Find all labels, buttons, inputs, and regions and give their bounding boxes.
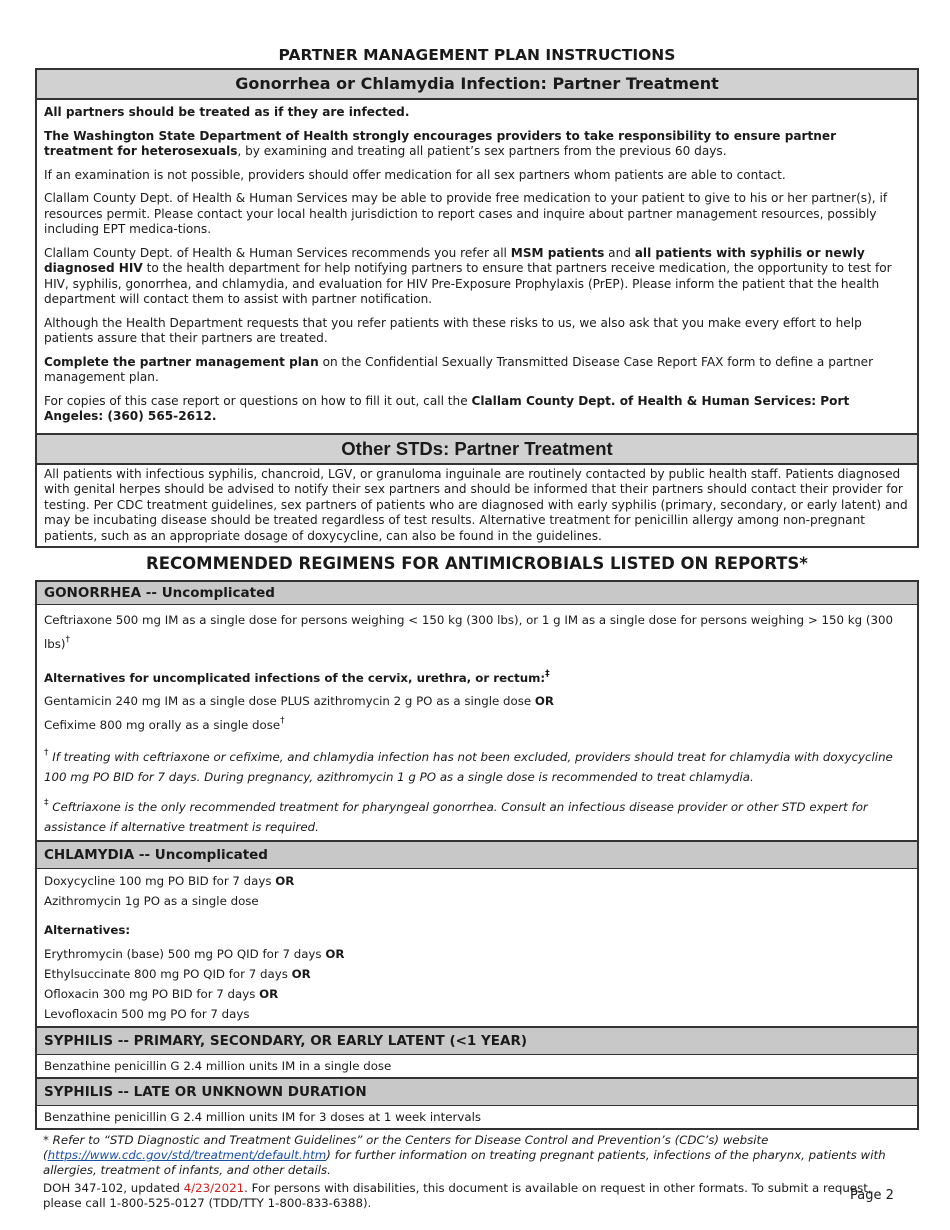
chlamydia-line-1: [44, 871, 910, 891]
footer-ref-b: ) for further information on treating pregnant patients, infections of the pharynx, patients with allergies, treatment of infants, and other details.: [43, 1148, 886, 1177]
gonorrhea-alt-heading-text: Alternatives for uncomplicated infections of the cervix, urethra, or rectum:: [44, 671, 546, 685]
chlamydia-body: [37, 869, 917, 1024]
regimens-table: [35, 580, 919, 1130]
or-label: OR: [534, 694, 554, 708]
gonorrhea-note-1: [44, 743, 910, 787]
footer: [35, 1130, 919, 1211]
gc-p7-bold: Complete the partner management plan: [44, 354, 319, 369]
chlamydia-alt-2: [44, 964, 910, 984]
gc-paragraph-6: Although the Health Department requests that you refer patients with these risks to us, we also ask that you make every effort to help patients assure that their partners are treated.: [44, 315, 862, 345]
chlamydia-alt-2-text: Ethylsuccinate 800 mg PO QID for 7 days: [44, 967, 288, 981]
gc-p8-a: For copies of this case report or questions on how to fill it out, call the: [44, 393, 472, 408]
gc-paragraph-5: [44, 246, 909, 308]
chlamydia-alt-3-text: Ofloxacin 300 mg PO BID for 7 days: [44, 987, 256, 1001]
footer-reference: [43, 1133, 911, 1178]
ddagger-mark: ‡: [545, 669, 550, 679]
gonorrhea-alt1: [44, 691, 910, 711]
chlamydia-alt-1: [44, 944, 910, 964]
syphilis-early-body: [37, 1055, 917, 1077]
footer-doh-date: 4/23/2021: [183, 1181, 245, 1195]
gc-p1-text: All partners should be treated as if they are infected.: [44, 105, 410, 119]
gonorrhea-body: [37, 605, 917, 840]
gc-p7-rest: on the Confidential Sexually Transmitted Disease Case Report FAX form to define a partner management plan.: [44, 354, 874, 384]
chlamydia-line-1-text: Doxycycline 100 mg PO BID for 7 days: [44, 874, 272, 888]
dagger-mark: †: [44, 748, 49, 758]
chlamydia-alt-1-text: Erythromycin (base) 500 mg PO QID for 7 days: [44, 947, 322, 961]
syphilis-early-heading: SYPHILIS -- PRIMARY, SECONDARY, OR EARLY LATENT (<1 YEAR): [37, 1026, 917, 1055]
syphilis-late-text: Benzathine penicillin G 2.4 million units IM for 3 doses at 1 week intervals: [44, 1110, 482, 1124]
chlamydia-alt-heading: Alternatives:: [44, 923, 131, 937]
regimens-title: RECOMMENDED REGIMENS FOR ANTIMICROBIALS LISTED ON REPORTS*: [146, 554, 808, 573]
footer-ref-a: * Refer to “STD Diagnostic and Treatment Guidelines” or the Centers for Disease Control and Prevention’s (CDC’s) website (: [43, 1133, 769, 1162]
gonorrhea-alt2: [44, 711, 910, 735]
gc-paragraph-7: [44, 355, 909, 386]
other-stds-text: All patients with infectious syphilis, chancroid, LGV, or granuloma inguinale are routinely contacted by public health staff. Patients diagnosed with genital herpes should be advised to notify their sex partners and should be informed that their partners should contact their provider for testing. Per CDC treatment guidelines, sex partners of patients who are diagnosed with early syphilis (primary, secondary, or early latent) and may be incubating disease should be treated regardless of test results. Alternative treatment for penicillin allergy among non-pregnant patients, such as an appropriate dosage of doxycycline, can also be found in the guidelines.: [44, 466, 908, 543]
gonorrhea-note-1-text: If treating with ceftriaxone or cefixime, and chlamydia infection has not been excluded, providers should treat for chlamydia with doxycycline 100 mg PO BID for 7 days. During pregnancy, azithromycin 1 g PO as a single dose is recommended to treat chlamydia.: [44, 750, 893, 784]
gc-p5-msm: MSM patients: [510, 245, 605, 260]
gonorrhea-note-2: [44, 793, 910, 837]
page-title: PARTNER MANAGEMENT PLAN INSTRUCTIONS: [278, 46, 676, 64]
gc-paragraph-4: Clallam County Dept. of Health & Human Services may be able to provide free medication to your patient to give to his or her partner(s), if resources permit. Please contact your local health jurisdiction to report cases and inquire about partner management resources, possibly including EPT medica-tions.: [44, 191, 888, 236]
or-label: OR: [275, 874, 295, 888]
chlamydia-alt-4: Levofloxacin 500 mg PO for 7 days: [44, 1007, 250, 1021]
footer-doh-a: DOH 347-102, updated: [43, 1181, 184, 1195]
chlamydia-line-2: Azithromycin 1g PO as a single dose: [44, 894, 259, 908]
gc-paragraph-1: [44, 105, 909, 121]
gc-p2-rest: , by examining and treating all patient’s sex partners from the previous 60 days.: [237, 144, 727, 158]
gonorrhea-alt-heading: [44, 664, 910, 688]
gonorrhea-primary: [44, 610, 910, 654]
gc-p2-bold: The Washington State Department of Health strongly encourages providers to take responsibility to ensure partner treatment for heterosexuals: [44, 128, 837, 158]
cdc-guidelines-link[interactable]: https://www.cdc.gov/std/treatment/default.htm: [47, 1148, 327, 1162]
or-label: OR: [259, 987, 279, 1001]
gc-p5-e: to the health department for help notifying partners to ensure that partners receive medication, the opportunity to test for HIV, syphilis, gonorrhea, and chlamydia, and evaluation for HIV Pre-Exposure Prophylaxis (PrEP). Please inform the patient that the health department will contact them to assist with partner notification.: [44, 261, 892, 306]
gc-p5-a: Clallam County Dept. of Health & Human Services recommends you refer all: [44, 245, 511, 260]
gc-p5-syphilis-hiv: all patients with syphilis or newly diagnosed HIV: [44, 245, 865, 275]
syphilis-late-heading: SYPHILIS -- LATE OR UNKNOWN DURATION: [37, 1077, 917, 1106]
other-stds-heading: Other STDs: Partner Treatment: [37, 433, 917, 465]
gonorrhea-primary-text: Ceftriaxone 500 mg IM as a single dose for persons weighing < 150 kg (300 lbs), or 1 g IM as a single dose for persons weighing > 150 kg (300 lbs): [44, 613, 893, 651]
dagger-mark: †: [280, 716, 285, 726]
gc-paragraph-3: If an examination is not possible, providers should offer medication for all sex partners whom patients are able to contact.: [44, 167, 786, 182]
page-number: Page 2: [850, 1188, 894, 1203]
or-label: OR: [291, 967, 311, 981]
gonorrhea-alt1-text: Gentamicin 240 mg IM as a single dose PLUS azithromycin 2 g PO as a single dose: [44, 694, 532, 708]
ddagger-mark: ‡: [44, 798, 49, 808]
or-label: OR: [325, 947, 345, 961]
document-page: [35, 42, 919, 1211]
other-stds-body: [37, 465, 917, 545]
footer-doh-b: . For persons with disabilities, this document is available on request in other formats. To submit a request, please call 1-800-525-0127 (TDD/TTY 1-800-833-6388).: [43, 1181, 872, 1210]
gc-p5-c: and: [604, 245, 635, 260]
gc-section-body: [37, 100, 917, 425]
gc-p8-contact: Clallam County Dept. of Health & Human Services: Port Angeles: (360) 565-2612.: [44, 393, 850, 423]
syphilis-late-body: [37, 1106, 917, 1128]
chlamydia-heading: CHLAMYDIA -- Uncomplicated: [37, 840, 917, 869]
dagger-mark: †: [65, 635, 71, 645]
gc-paragraph-8: [44, 394, 909, 425]
gonorrhea-alt2-text: Cefixime 800 mg orally as a single dose: [44, 718, 281, 732]
footer-doh: [43, 1181, 911, 1211]
gonorrhea-note-2-text: Ceftriaxone is the only recommended treatment for pharyngeal gonorrhea. Consult an infectious disease provider or other STD expert for assistance if alternative treatment is required.: [44, 800, 868, 834]
gc-partner-treatment-section: [35, 68, 919, 548]
syphilis-early-text: Benzathine penicillin G 2.4 million units IM in a single dose: [44, 1059, 392, 1073]
chlamydia-alt-3: [44, 984, 910, 1004]
gonorrhea-heading: GONORRHEA -- Uncomplicated: [37, 580, 917, 605]
gc-section-heading: Gonorrhea or Chlamydia Infection: Partner Treatment: [37, 70, 917, 100]
gc-paragraph-2: [44, 129, 909, 160]
